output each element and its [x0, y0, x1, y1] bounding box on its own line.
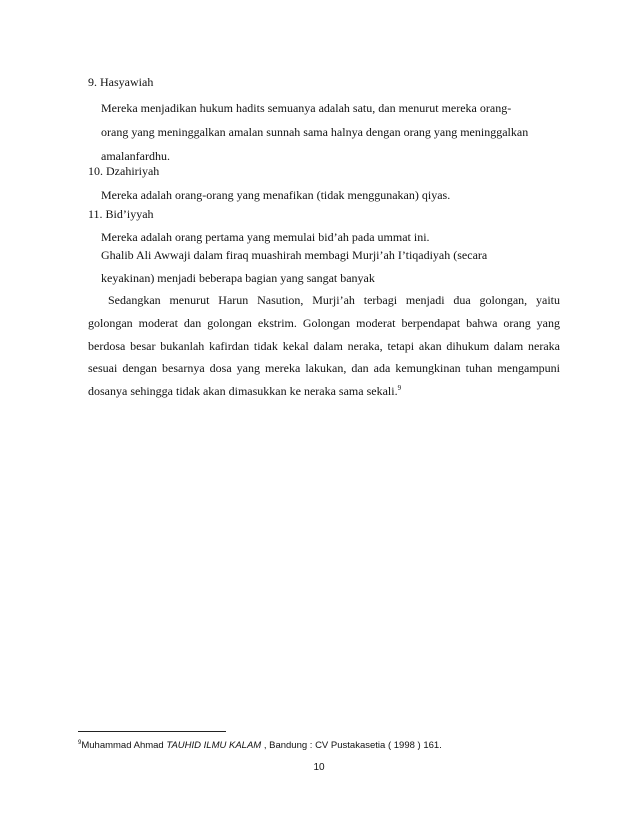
- paragraph-line-3: berdosa besar bukanlah kafirdan tidak kekal dalam neraka, tetapi akan dihukum dalam neraka: [88, 339, 560, 353]
- footnote-title: TAUHID ILMU KALAM: [166, 740, 262, 751]
- footnote: [78, 740, 442, 752]
- list-item-11-line-2: Ghalib Ali Awwaji dalam firaq muashirah membagi Murji’ah I’tiqadiyah (secara: [101, 248, 488, 262]
- list-item-10-heading: 10. Dzahiriyah: [88, 164, 160, 178]
- footnote-author: Muhammad Ahmad: [81, 740, 167, 751]
- footnote-publisher: , Bandung : CV Pustakasetia ( 1998 ) 161.: [261, 740, 442, 751]
- page-number: 10: [313, 762, 325, 773]
- paragraph-line-1: Sedangkan menurut Harun Nasution, Murji’ah terbagi menjadi dua golongan, yaitu: [108, 293, 560, 307]
- paragraph-line-5: [88, 383, 401, 399]
- list-item-10-line-1: Mereka adalah orang-orang yang menafikan (tidak menggunakan) qiyas.: [101, 188, 451, 202]
- list-item-9-line-3: amalanfardhu.: [101, 149, 170, 163]
- list-item-9-line-2: orang yang meninggalkan amalan sunnah sama halnya dengan orang yang meninggalkan: [101, 125, 529, 139]
- paragraph-line-2: golongan moderat dan golongan ekstrim. Golongan moderat berpendapat bahwa orang yang: [88, 316, 560, 330]
- list-item-9-line-1: Mereka menjadikan hukum hadits semuanya adalah satu, dan menurut mereka orang-: [101, 101, 512, 115]
- paragraph-line-5-text: dosanya sehingga tidak akan dimasukkan ke neraka sama sekali.: [88, 384, 398, 398]
- list-item-11-line-3: keyakinan) menjadi beberapa bagian yang sangat banyak: [101, 271, 375, 285]
- footnote-number: 9: [78, 740, 82, 746]
- list-item-11-heading: 11. Bid’iyyah: [88, 207, 154, 221]
- list-item-11-line-1: Mereka adalah orang pertama yang memulai bid’ah pada ummat ini.: [101, 230, 430, 244]
- footnote-reference: 9: [397, 384, 402, 392]
- footnote-separator: [78, 731, 226, 732]
- list-item-9-heading: 9. Hasyawiah: [88, 75, 154, 89]
- paragraph-line-4: sesuai dengan besarnya dosa yang mereka lakukan, dan ada kemungkinan tuhan mengampuni: [88, 361, 560, 375]
